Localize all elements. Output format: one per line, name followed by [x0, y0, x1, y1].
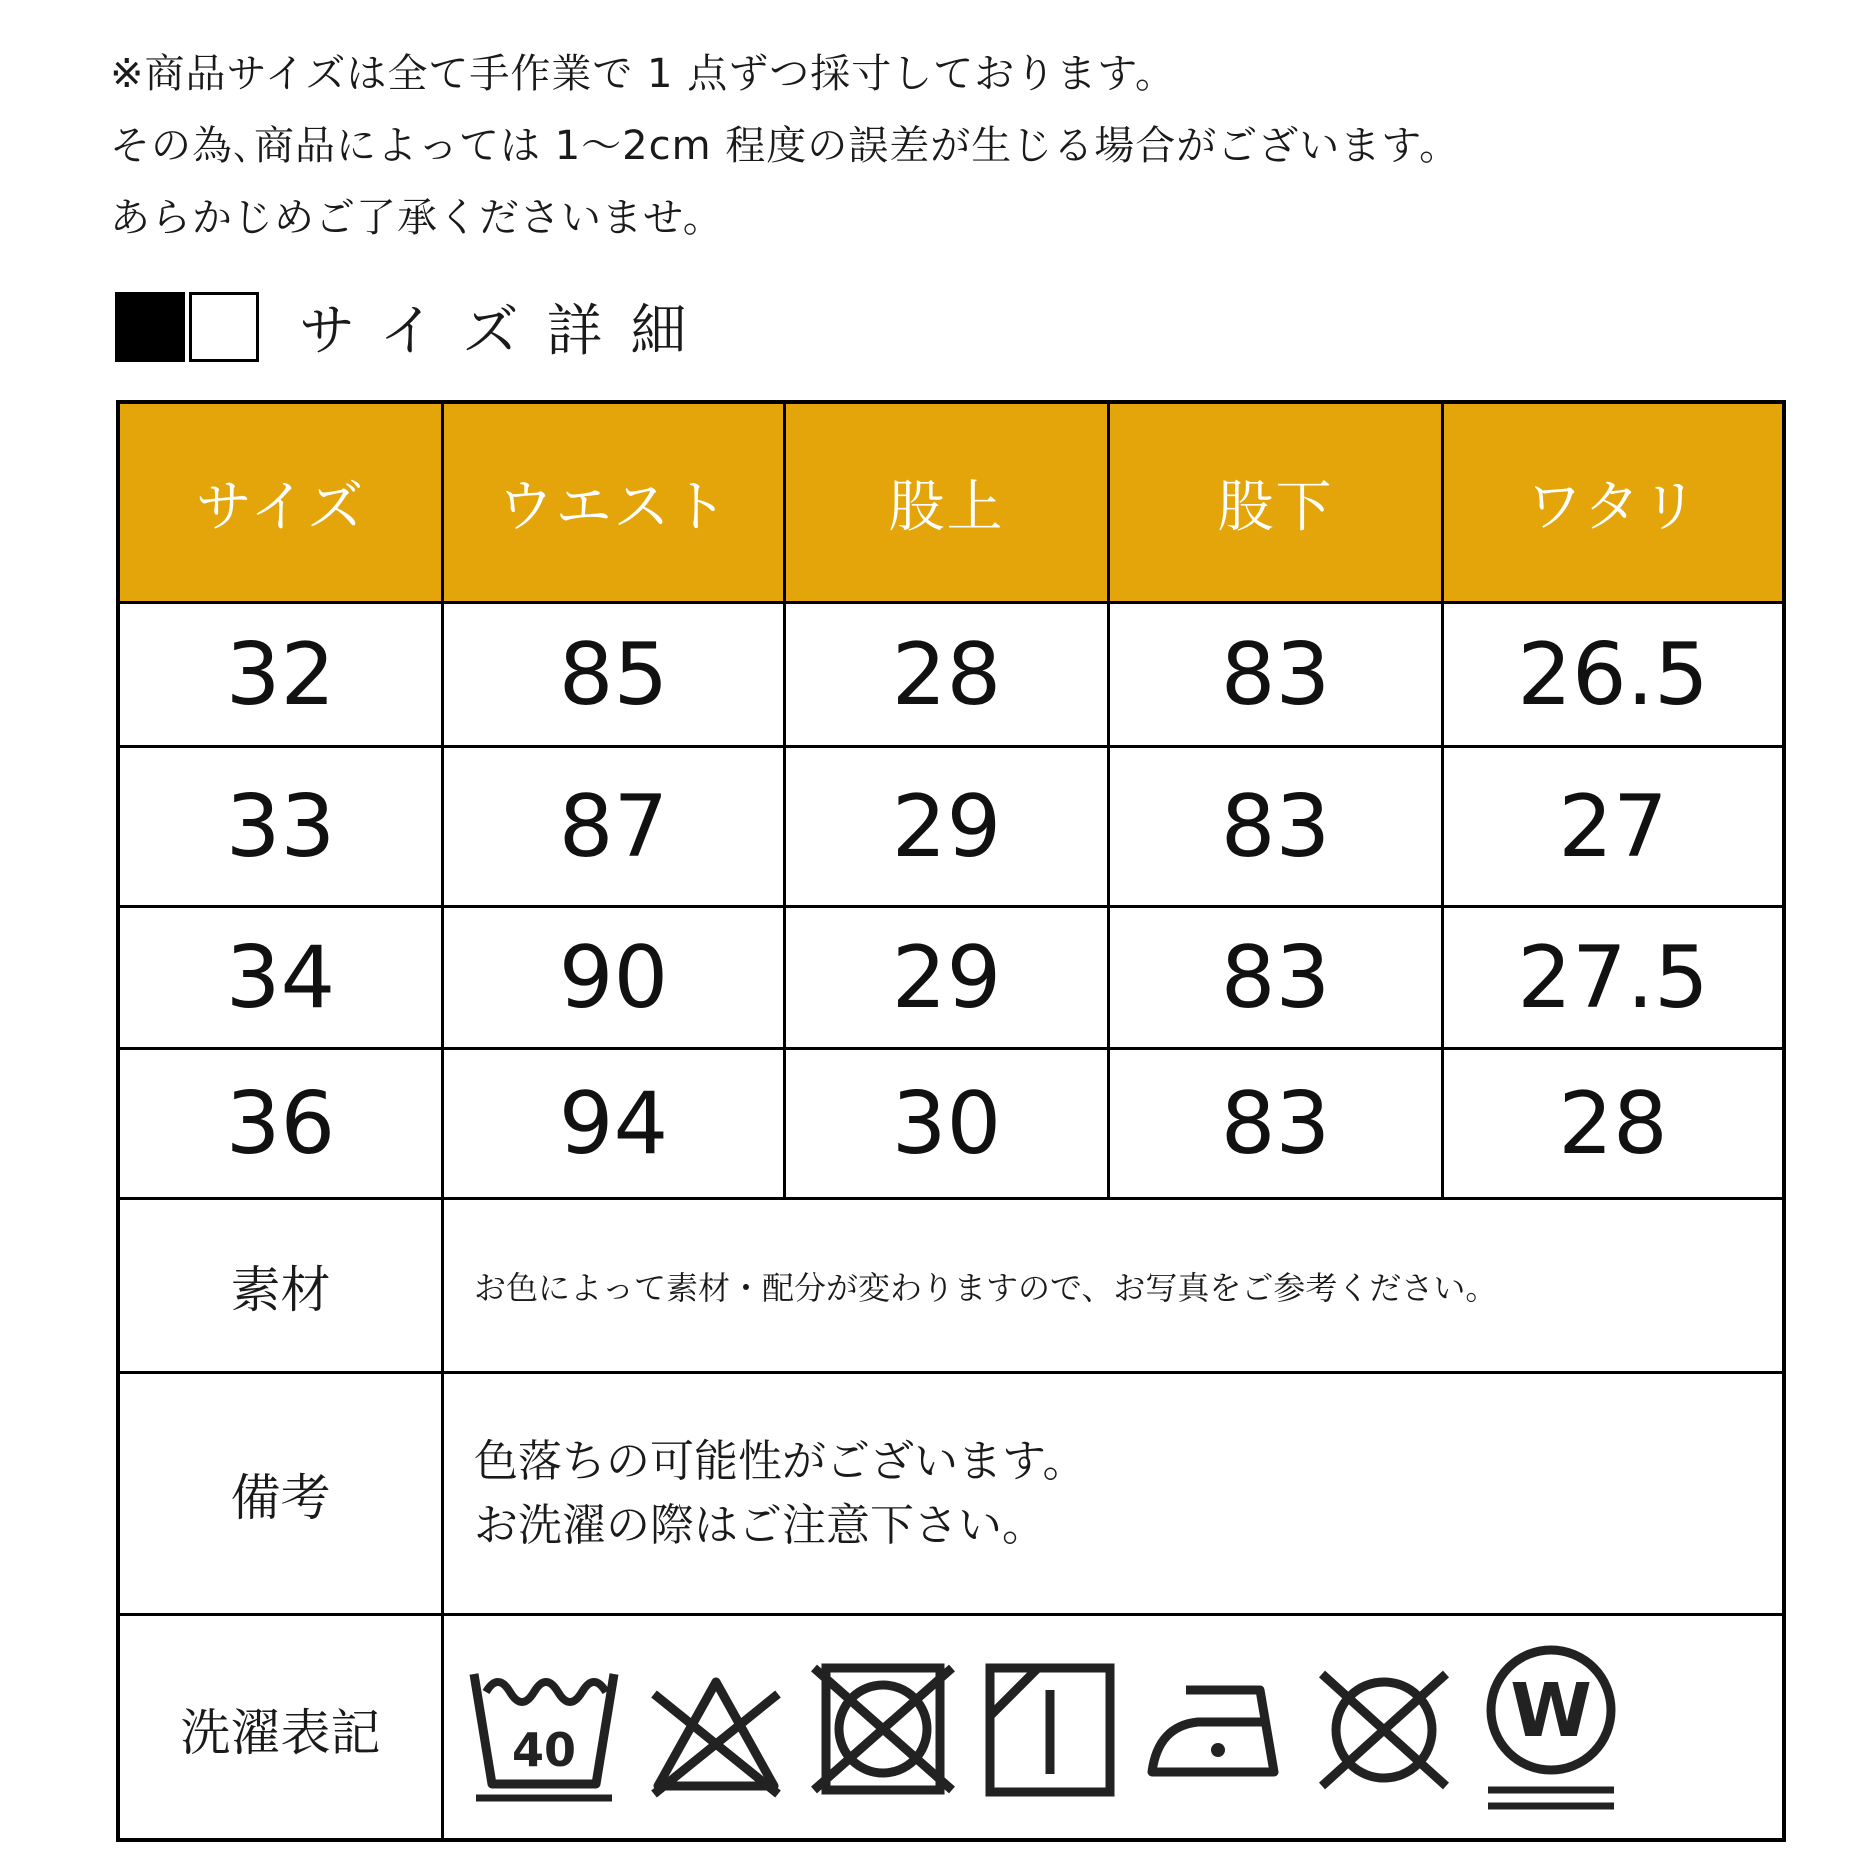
cell-waist: 90 — [444, 908, 786, 1047]
table-row — [120, 1050, 1782, 1200]
cell-waist: 87 — [444, 748, 786, 905]
material-row — [120, 1200, 1782, 1374]
remarks-line-2: お洗濯の際はご注意下さい。 — [474, 1499, 1046, 1551]
table-header-row — [120, 404, 1782, 604]
no-dry-clean-icon — [1314, 1654, 1454, 1804]
table-row — [120, 604, 1782, 748]
remarks-line-1: 色落ちの可能性がございます。 — [474, 1435, 1087, 1487]
iron-low-icon — [1142, 1654, 1292, 1804]
note-line-1: ※商品サイズは全て手作業で 1 点ずつ採寸しております。 — [110, 51, 1176, 97]
header-rise: 股上 — [786, 404, 1110, 601]
cell-size: 32 — [120, 604, 444, 745]
laundry-icons — [444, 1616, 1782, 1842]
wash-tub-40-icon — [464, 1654, 624, 1804]
white-swatch — [189, 292, 259, 362]
note-line-2: その為､商品によっては 1～2cm 程度の誤差が生じる場合がございます。 — [110, 123, 1461, 169]
remarks-text — [444, 1374, 1782, 1613]
cell-thigh: 27 — [1558, 776, 1668, 877]
cell-rise: 28 — [786, 604, 1110, 745]
size-detail-heading — [115, 292, 715, 362]
line-dry-shade-icon — [980, 1654, 1120, 1804]
size-sheet — [116, 400, 1786, 1842]
cell-size: 34 — [120, 908, 444, 1047]
table-row — [120, 748, 1782, 908]
svg-text:40: 40 — [511, 1723, 577, 1777]
cell-inseam: 83 — [1110, 1050, 1444, 1197]
material-label: 素材 — [120, 1200, 444, 1371]
black-swatch — [115, 292, 185, 362]
svg-text:W: W — [1510, 1668, 1592, 1754]
header-inseam: 股下 — [1110, 404, 1444, 601]
cell-size: 33 — [120, 748, 444, 905]
note-line-3: あらかじめご了承くださいませ。 — [110, 195, 724, 241]
wet-clean-gentle-icon — [1476, 1644, 1626, 1814]
remarks-label: 備考 — [120, 1374, 444, 1613]
cell-size: 36 — [120, 1050, 444, 1197]
remarks-row — [120, 1374, 1782, 1616]
laundry-label: 洗濯表記 — [120, 1616, 444, 1842]
cell-rise: 30 — [786, 1050, 1110, 1197]
cell-thigh: 27.5 — [1517, 927, 1709, 1028]
cell-inseam: 83 — [1110, 748, 1444, 905]
cell-inseam: 83 — [1110, 604, 1444, 745]
cell-thigh: 28 — [1558, 1073, 1668, 1174]
header-size: サイズ — [120, 404, 444, 601]
laundry-row — [120, 1616, 1782, 1842]
no-tumble-dry-icon — [808, 1654, 958, 1804]
cell-waist: 94 — [444, 1050, 786, 1197]
cell-rise: 29 — [786, 748, 1110, 905]
table-row — [120, 908, 1782, 1050]
cell-inseam: 83 — [1110, 908, 1444, 1047]
header-waist: ウエスト — [444, 404, 786, 601]
cell-rise: 29 — [786, 908, 1110, 1047]
header-thigh: ワタリ — [1526, 474, 1700, 540]
heading-title: サイズ詳細 — [299, 299, 715, 364]
material-text: お色によって素材・配分が変わりますので、お写真をご参考ください。 — [474, 1268, 1498, 1307]
cell-waist: 85 — [444, 604, 786, 745]
cell-thigh: 26.5 — [1517, 624, 1709, 725]
no-bleach-icon — [646, 1654, 786, 1804]
